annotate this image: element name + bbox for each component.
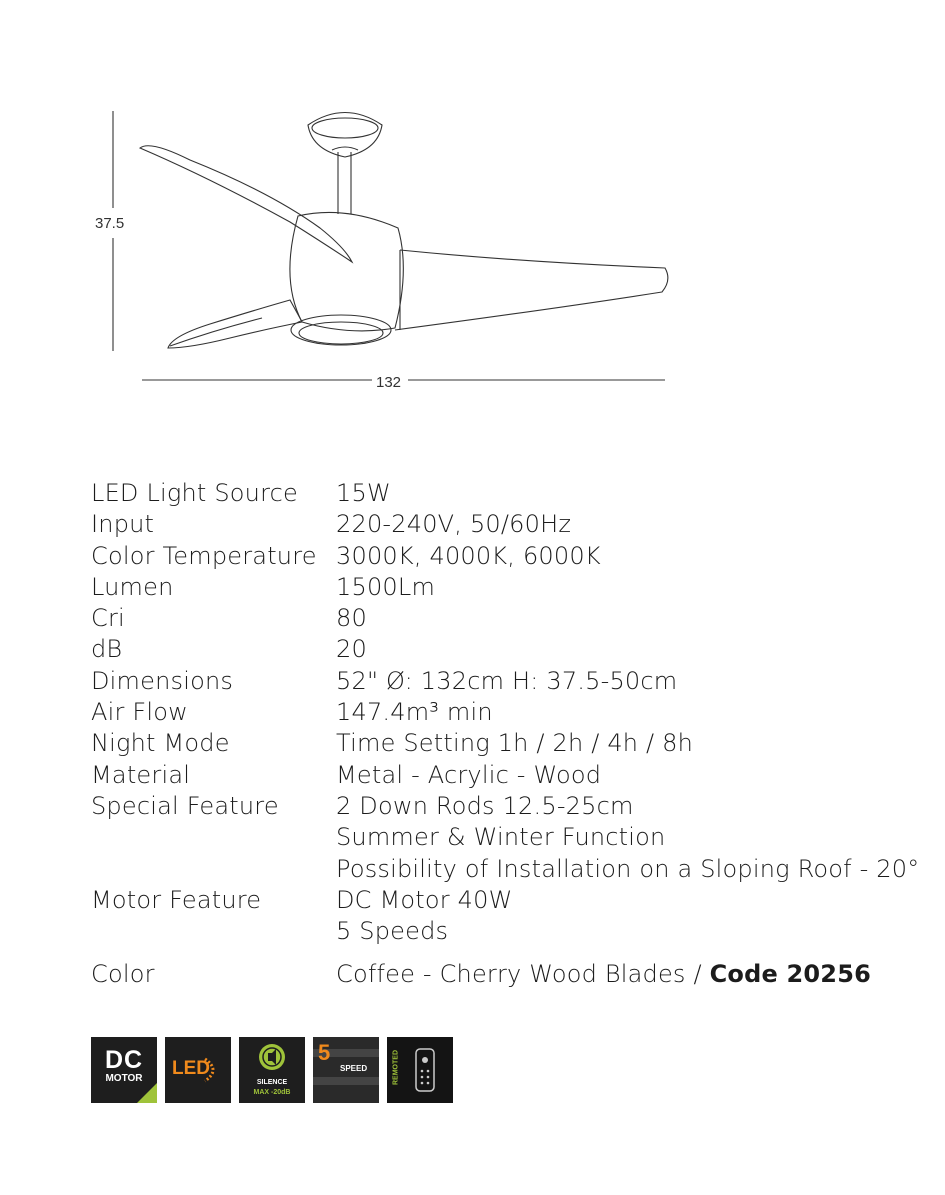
speed-number: 5: [318, 1040, 331, 1065]
spec-row: [91, 634, 921, 665]
blade-right: [395, 250, 668, 330]
speed-text: SPEED: [340, 1064, 368, 1073]
led-rays-icon: [203, 1055, 225, 1085]
specifications-table: [91, 478, 921, 991]
spec-value: 3000K, 4000K, 6000K: [336, 541, 601, 570]
led-badge: [165, 1037, 231, 1103]
spec-label: Motor Feature: [91, 885, 262, 914]
spec-label: Night Mode: [91, 729, 230, 758]
spec-row: [91, 885, 921, 948]
spec-row: [91, 509, 921, 540]
silence-text: SILENCE: [256, 1079, 288, 1086]
dc-badge-text: DC: [104, 1046, 144, 1074]
spec-value: Time Setting 1h / 2h / 4h / 8h: [336, 729, 694, 758]
spec-row: [91, 728, 921, 759]
color-row: [91, 959, 921, 990]
spec-row: [91, 760, 921, 791]
remote-control-icon: [413, 1047, 439, 1093]
spec-row: [91, 541, 921, 572]
spec-label: Color Temperature: [91, 541, 317, 570]
led-badge-text: LED: [172, 1058, 210, 1079]
spec-label: Air Flow: [91, 698, 188, 727]
dc-motor-badge: [91, 1037, 157, 1103]
silence-badge: [239, 1037, 305, 1103]
spec-value: 147.4m³ min: [336, 698, 493, 727]
spec-value: 5 Speeds: [336, 917, 449, 946]
spec-label: Cri: [91, 604, 125, 633]
spec-label: Lumen: [91, 572, 174, 601]
blade-lower-left: [168, 300, 302, 348]
spec-row: [91, 572, 921, 603]
spec-value: 220-240V, 50/60Hz: [336, 510, 572, 539]
spec-label: Dimensions: [91, 666, 234, 695]
spec-row: [91, 478, 921, 509]
fan-line-drawing: [0, 0, 945, 430]
spec-label: Material: [91, 760, 191, 789]
spec-label: dB: [91, 635, 123, 664]
blade-upper-left: [140, 146, 352, 262]
spec-row: [91, 603, 921, 634]
speed-badge: [313, 1037, 379, 1103]
height-dimension-label: 37.5: [95, 215, 125, 232]
spec-value: Metal - Acrylic - Wood: [336, 760, 602, 789]
color-value: Coffee - Cherry Wood Blades /: [336, 960, 710, 989]
remote-text: REMOTED: [392, 1050, 400, 1085]
spec-row: [91, 666, 921, 697]
motor-housing: [290, 212, 403, 330]
spec-label: LED Light Source: [91, 479, 298, 507]
spec-label: Input: [91, 510, 155, 539]
feature-badges: [91, 1037, 453, 1103]
spec-value: Summer & Winter Function: [336, 823, 666, 852]
spec-value: 15W: [336, 479, 391, 507]
spec-value: 20: [336, 635, 367, 664]
spec-row: [91, 697, 921, 728]
spec-row: [91, 791, 921, 885]
width-dimension-label: 132: [376, 374, 402, 391]
silence-db-text: MAX -20dB: [253, 1089, 291, 1096]
spec-value: Possibility of Installation on a Sloping Roof - 20°: [336, 854, 920, 883]
spec-value: 2 Down Rods 12.5-25cm: [336, 791, 634, 820]
remote-badge: [387, 1037, 453, 1103]
spec-label: Special Feature: [91, 791, 279, 820]
product-code: Code 20256: [709, 960, 872, 989]
motor-badge-text: MOTOR: [105, 1073, 143, 1084]
spec-value: 1500Lm: [336, 572, 436, 601]
spec-label: Color: [91, 960, 155, 989]
silence-speaker-icon: [257, 1042, 287, 1072]
spec-value: 80: [336, 604, 367, 633]
corner-accent-icon: [137, 1083, 157, 1103]
spec-value: 52" Ø: 132cm H: 37.5-50cm: [336, 666, 678, 695]
spec-value: DC Motor 40W: [336, 885, 513, 914]
